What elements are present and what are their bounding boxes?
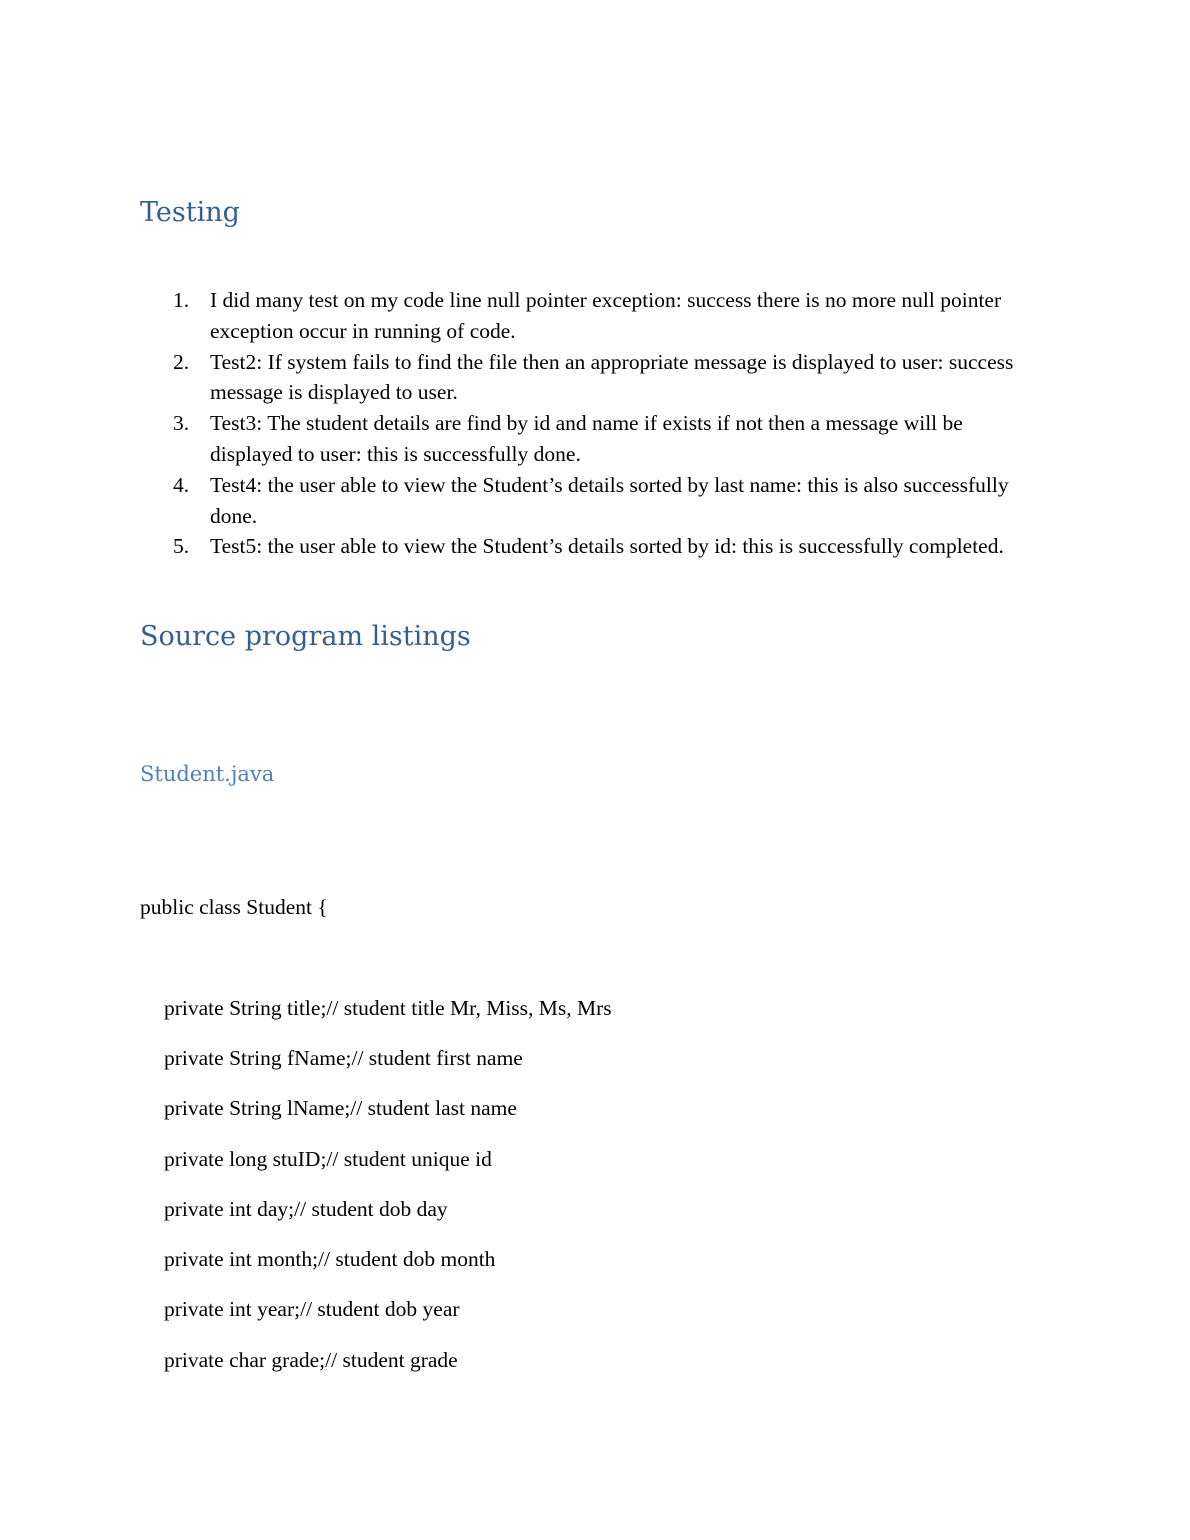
code-field-year: private int year;// student dob year <box>164 1297 460 1321</box>
code-field-title: private String title;// student title Mr, Miss, Ms, Mrs <box>164 996 612 1020</box>
code-field-lname: private String lName;// student last name <box>164 1096 517 1120</box>
code-field-month: private int month;// student dob month <box>164 1247 496 1271</box>
list-item-text: Test3: The student details are find by id and name if exists if not then a message will be displayed to user: this is successfully done. <box>210 411 963 466</box>
code-field-grade: private char grade;// student grade <box>164 1348 458 1372</box>
list-item-number: 2. <box>173 349 190 374</box>
list-item-number: 5. <box>173 534 190 559</box>
section-heading-testing: Testing <box>140 197 240 228</box>
test-list <box>140 285 1050 562</box>
list-item <box>140 470 1050 532</box>
list-item-text: Test5: the user able to view the Student’s details sorted by id: this is successfully completed. <box>210 534 1004 559</box>
code-class-declaration: public class Student { <box>140 895 328 919</box>
list-item-number: 3. <box>173 411 190 436</box>
list-item-text: I did many test on my code line null pointer exception: success there is no more null pointer exception occur in running of code. <box>210 288 1002 343</box>
list-item <box>140 285 1050 347</box>
list-item-text: Test2: If system fails to find the file then an appropriate message is displayed to user: success message is displayed to user. <box>210 349 1014 405</box>
code-field-day: private int day;// student dob day <box>164 1197 448 1221</box>
code-field-stuid: private long stuID;// student unique id <box>164 1147 492 1171</box>
section-heading-source-listings: Source program listings <box>140 621 471 652</box>
list-item <box>140 531 1050 562</box>
list-item-text: Test4: the user able to view the Student’s details sorted by last name: this is also successfully done. <box>210 472 1009 528</box>
list-item-number: 4. <box>173 472 190 497</box>
list-item <box>140 408 1050 470</box>
file-heading-student-java: Student.java <box>140 762 275 786</box>
list-item <box>140 347 1050 409</box>
code-field-fname: private String fName;// student first name <box>164 1046 523 1070</box>
list-item-number: 1. <box>173 288 190 312</box>
